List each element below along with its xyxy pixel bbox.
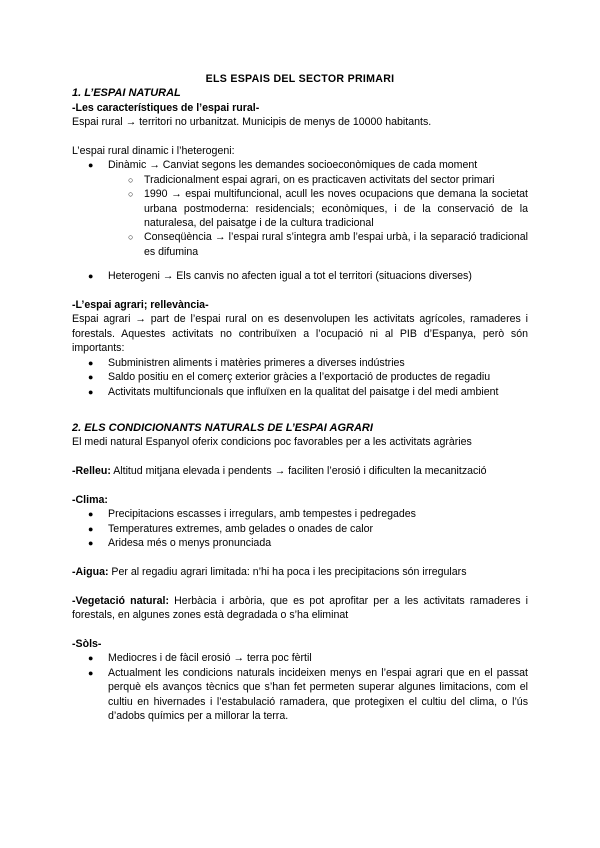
agrarian-text: Espai agrari → part de l’espai rural on es desenvolupen les activitats agrícoles, ramaderes i forestals. Aquestes activitats no contribuïxen a l’ocupació ni al PIB d’Espanya, però són importants: xyxy=(72,313,528,355)
bullet-icon: ● xyxy=(88,653,94,664)
clima-label: -Clima: xyxy=(72,493,108,506)
bullet-icon: ● xyxy=(88,509,94,520)
list-item: ● Precipitacions escasses i irregulars, amb tempestes i pedregades xyxy=(88,508,416,521)
circle-bullet-icon: ○ xyxy=(128,174,134,185)
bullet-icon: ● xyxy=(88,372,94,383)
list-item: ● Temperatures extremes, amb gelades o onades de calor xyxy=(88,522,373,535)
list-item: ● Actualment les condicions naturals incideixen menys en l’espai agrari que en el passat perquè els avanços tècnics que s’han fet permeten superar algunes limitacions, com el cultiu en hivernades i l’estabulació ramadera, que protegixen el cultiu del clima, o l’ús d’adobs químics per a millorar la terra. xyxy=(88,666,528,722)
bullet-icon: ● xyxy=(88,386,94,397)
heterogen-list xyxy=(72,269,528,283)
relleu-label: -Relleu: xyxy=(72,465,111,478)
bullet-icon: ● xyxy=(88,160,94,171)
section-1-heading: 1. L’ESPAI NATURAL xyxy=(72,87,181,100)
vegetacio-paragraph: -Vegetació natural: Herbàcia i arbòria, que es pot aprofitar per a les activitats ramaderes i forestals, en algunes zones està degradada o s’ha eliminat xyxy=(72,594,529,622)
list-item: ○ Tradicionalment espai agrari, on es practicaven activitats del sector primari xyxy=(128,173,495,186)
list-item: ● Dinàmic → Canviat segons les demandes socioeconòmiques de cada moment ○ Tradicionalment espai agrari, on es practicaven activitats del sector primari ○ 1990 → espai multifuncional, acull les noves ocupacions que demana la societat urbana postmoderna: residencials; econòmiques, i de la conservació de la naturalesa, del paisatge i de la cultura tradicional ○ Conseqüència → l’espai rural s’integra amb l’espai urbà, i la separació tradicional es difumina xyxy=(72,158,528,259)
list-item: ● Heterogeni → Els canvis no afecten igual a tot el territori (situacions diverses) xyxy=(88,270,472,283)
rural-definition: Espai rural → territori no urbanitzat. Municipis de menys de 10000 habitants. xyxy=(72,116,432,129)
dynamic-sublist xyxy=(72,173,528,259)
circle-bullet-icon: ○ xyxy=(128,232,134,243)
list-item: ● Saldo positiu en el comerç exterior gràcies a l’exportació de productes de regadiu xyxy=(88,371,491,384)
dynamic-list xyxy=(72,158,528,259)
list-item: ○ 1990 → espai multifuncional, acull les noves ocupacions que demana la societat urbana postmoderna: residencials; econòmiques, i de la conservació de la naturalesa, del paisatge i de la cultura tradicional xyxy=(128,188,528,230)
list-item: ● Aridesa més o menys pronunciada xyxy=(88,537,272,550)
aigua-label: -Aigua: xyxy=(72,565,109,578)
vegetacio-label: -Vegetació natural: xyxy=(72,594,169,607)
sols-label: -Sòls- xyxy=(72,637,102,650)
dynamic-intro: L’espai rural dinamic i l’heterogeni: xyxy=(72,145,235,158)
relleu-paragraph: -Relleu: Altitud mitjana elevada i pendents → faciliten l’erosió i dificulten la mecanització xyxy=(72,465,487,478)
document-page xyxy=(72,72,528,723)
bullet-icon: ● xyxy=(88,523,94,534)
aigua-paragraph: -Aigua: Per al regadiu agrari limitada: n’hi ha poca i les precipitacions són irregulars xyxy=(72,565,467,578)
rural-subheading: -Les característiques de l’espai rural- xyxy=(72,101,260,114)
sols-list xyxy=(72,651,528,723)
bullet-icon: ● xyxy=(88,667,94,678)
bullet-icon: ● xyxy=(88,271,94,282)
agrarian-subheading: -L’espai agrari; rellevància- xyxy=(72,299,209,312)
circle-bullet-icon: ○ xyxy=(128,189,134,200)
bullet-icon: ● xyxy=(88,357,94,368)
section-2-heading: 2. ELS CONDICIONANTS NATURALS DE L’ESPAI AGRARI xyxy=(72,421,373,434)
clima-list xyxy=(72,507,528,550)
list-item: ● Mediocres i de fàcil erosió → terra poc fèrtil xyxy=(88,652,312,665)
section-2-intro: El medi natural Espanyol oferix condicions poc favorables per a les activitats agràries xyxy=(72,436,472,449)
list-item: ○ Conseqüència → l’espai rural s’integra amb l’espai urbà, i la separació tradicional es difumina xyxy=(128,231,528,258)
list-item: ● Activitats multifuncionals que influïxen en la qualitat del paisatge i del medi ambient xyxy=(88,385,499,398)
bullet-icon: ● xyxy=(88,538,94,549)
document-title: ELS ESPAIS DEL SECTOR PRIMARI xyxy=(205,73,395,85)
agrarian-list xyxy=(72,356,528,399)
list-item: ● Subministren aliments i matèries primeres a diverses indústries xyxy=(88,356,405,369)
